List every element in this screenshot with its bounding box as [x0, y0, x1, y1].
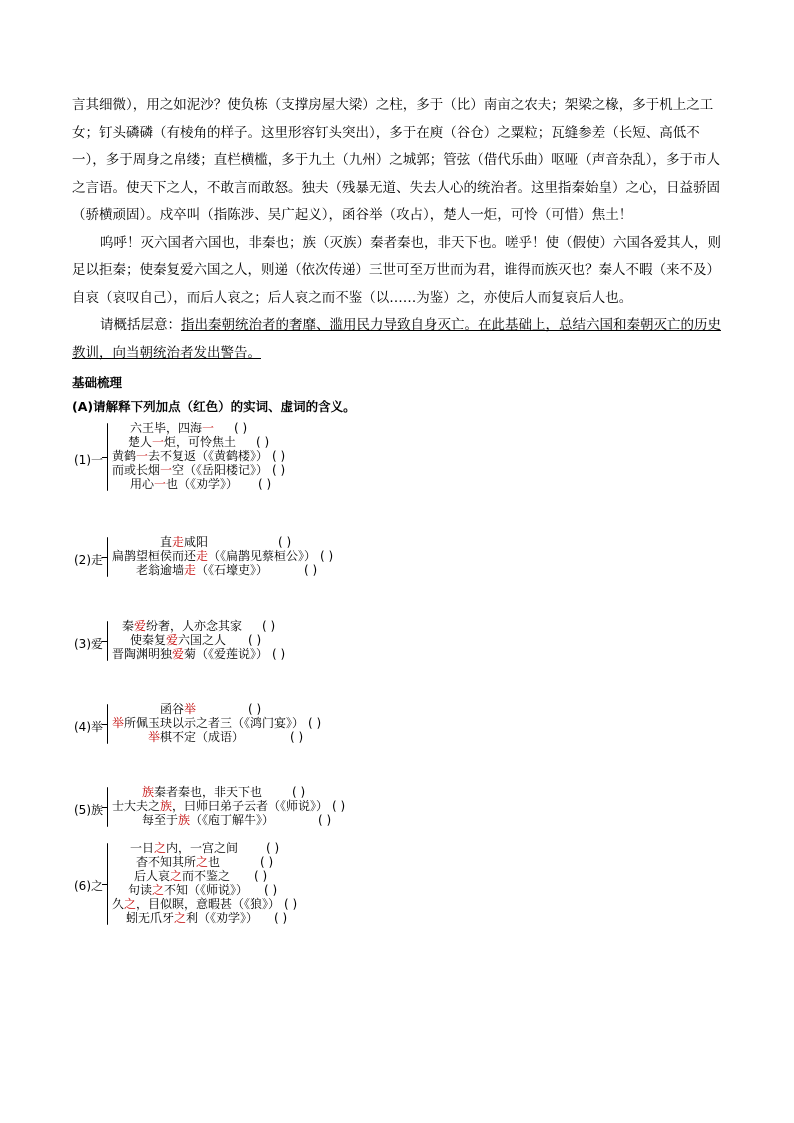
- group-label: (5)族: [74, 803, 103, 817]
- example-line: 举棋不定（成语） ( ): [148, 730, 304, 744]
- example-line: 楚人一炬，可怜焦土 ( ): [128, 435, 270, 449]
- answer-blank[interactable]: ( ): [290, 730, 304, 744]
- answer-blank[interactable]: ( ): [256, 435, 270, 449]
- answer-blank[interactable]: ( ): [254, 869, 268, 883]
- passage: [72, 92, 732, 367]
- highlighted-word: 举: [148, 730, 161, 744]
- answer-blank[interactable]: ( ): [274, 911, 288, 925]
- example-line: 扁鹊望桓侯而还走（《扁鹊见蔡桓公》） ( ): [112, 549, 334, 563]
- highlighted-word: 举: [184, 702, 197, 716]
- example-line: 句读之不知（《师说》） ( ): [128, 883, 278, 897]
- group-label: (4)举: [74, 720, 103, 734]
- answer-blank[interactable]: ( ): [262, 619, 276, 633]
- answer-blank[interactable]: ( ): [264, 883, 278, 897]
- example-line: 用心一也（《劝学》） ( ): [130, 477, 272, 491]
- highlighted-word: 之: [196, 855, 209, 869]
- highlighted-word: 一: [152, 435, 165, 449]
- highlighted-word: 之: [154, 841, 167, 855]
- example-line: 六王毕，四海一 ( ): [130, 421, 248, 435]
- highlighted-word: 一: [202, 421, 215, 435]
- answer-blank[interactable]: ( ): [272, 449, 286, 463]
- highlighted-word: 一: [160, 463, 173, 477]
- highlighted-word: 走: [172, 535, 185, 549]
- example-line: 久之，目似瞑，意暇甚（《狼》） ( ): [112, 897, 298, 911]
- highlighted-word: 之: [174, 911, 187, 925]
- answer-blank[interactable]: ( ): [292, 785, 306, 799]
- answer-blank[interactable]: ( ): [266, 841, 280, 855]
- example-line: 族秦者秦也，非天下也 ( ): [142, 785, 306, 799]
- answer-blank[interactable]: ( ): [284, 897, 298, 911]
- answer-blank[interactable]: ( ): [234, 421, 248, 435]
- highlighted-word: 举: [112, 716, 125, 730]
- answer-blank[interactable]: ( ): [304, 563, 318, 577]
- highlighted-word: 走: [184, 563, 197, 577]
- answer-blank[interactable]: ( ): [318, 813, 332, 827]
- answer-blank[interactable]: ( ): [320, 549, 334, 563]
- example-line: 老翁逾墙走（《石壕吏》） ( ): [136, 563, 318, 577]
- group-label: (6)之: [74, 879, 103, 893]
- example-line: 直走咸阳 ( ): [160, 535, 292, 549]
- example-line: 一日之内，一宫之间 ( ): [130, 841, 280, 855]
- group-label: (1)一: [74, 453, 103, 467]
- example-line: 杳不知其所之也 ( ): [136, 855, 274, 869]
- answer-blank[interactable]: ( ): [272, 647, 286, 661]
- highlighted-word: 之: [170, 869, 183, 883]
- highlighted-word: 之: [124, 897, 137, 911]
- example-line: 蚓无爪牙之利（《劝学》） ( ): [126, 911, 288, 925]
- highlighted-word: 一: [136, 449, 149, 463]
- group-label: (3)爱: [74, 637, 103, 651]
- example-line: 士大夫之族，曰师曰弟子云者（《师说》） ( ): [112, 799, 346, 813]
- example-line: 函谷举 ( ): [160, 702, 262, 716]
- highlighted-word: 族: [142, 785, 155, 799]
- highlighted-word: 族: [160, 799, 173, 813]
- example-line: 使秦复爱六国之人 ( ): [130, 633, 262, 647]
- answer-blank[interactable]: ( ): [248, 633, 262, 647]
- example-line: 后人哀之而不鉴之 ( ): [134, 869, 268, 883]
- group-label: (2)走: [74, 553, 103, 567]
- example-line: 举所佩玉玦以示之者三（《鸿门宴》） ( ): [112, 716, 322, 730]
- answer-blank[interactable]: ( ): [260, 855, 274, 869]
- example-line: 晋陶渊明独爱菊（《爱莲说》） ( ): [112, 647, 286, 661]
- example-line: 每至于族（《庖丁解牛》） ( ): [142, 813, 332, 827]
- answer-blank[interactable]: ( ): [332, 799, 346, 813]
- example-line: 秦爱纷奢，人亦念其家 ( ): [122, 619, 276, 633]
- highlighted-word: 族: [178, 813, 191, 827]
- highlighted-word: 爱: [172, 647, 185, 661]
- answer-blank[interactable]: ( ): [308, 716, 322, 730]
- answer-blank[interactable]: ( ): [272, 463, 286, 477]
- example-line: 而或长烟一空（《岳阳楼记》） ( ): [112, 463, 286, 477]
- passage-paragraph-1: 言其细微），用之如泥沙？使负栋（支撑房屋大梁）之柱，多于（比）南亩之农夫；架梁之椽，多于机上之工女；钉头磷磷（有棱角的样子。这里形容钉头突出），多于在庾（谷仓）之粟粒；瓦缝参差（长短、高低不一），多于周身之帛缕；直栏横槛，多于九土（九州）之城郭；管弦（借代乐曲）呕哑（声音杂乱），多于市人之言语。使天下之人，不敢言而敢怒。独夫（残暴无道、失去人心的统治者。这里指秦始皇）之心，日益骄固（骄横顽固）。戍卒叫（指陈涉、吴广起义），函谷举（攻占），楚人一炬，可怜（可惜）焦土！: [72, 97, 720, 223]
- section-title: 基础梳理: [72, 375, 123, 390]
- summary-text: 指出秦朝统治者的奢靡、滥用民力导致自身灭亡。在此基础上，总结六国和秦朝灭亡的历史教训，向当朝统治者发出警告。: [72, 317, 721, 361]
- answer-blank[interactable]: ( ): [248, 702, 262, 716]
- highlighted-word: 之: [152, 883, 165, 897]
- passage-paragraph-2: 呜呼！灭六国者六国也，非秦也；族（灭族）秦者秦也，非天下也。嗟乎！使（假使）六国各爱其人，则足以拒秦；使秦复爱六国之人，则递（依次传递）三世可至万世而为君，谁得而族灭也？秦人不暇（来不及）自哀（哀叹自己），而后人哀之；后人哀之而不鉴（以……为鉴）之，亦使后人而复哀后人也。: [72, 234, 721, 306]
- highlighted-word: 走: [196, 549, 209, 563]
- summary-paragraph: [72, 312, 732, 367]
- answer-blank[interactable]: ( ): [278, 535, 292, 549]
- example-line: 黄鹤一去不复返（《黄鹤楼》） ( ): [112, 449, 286, 463]
- summary-label: 请概括层意：: [100, 317, 181, 333]
- question-title: (A)请解释下列加点（红色）的实词、虚词的含义。: [72, 399, 356, 414]
- highlighted-word: 爱: [166, 633, 179, 647]
- answer-blank[interactable]: ( ): [258, 477, 272, 491]
- highlighted-word: 爱: [134, 619, 147, 633]
- highlighted-word: 一: [154, 477, 167, 491]
